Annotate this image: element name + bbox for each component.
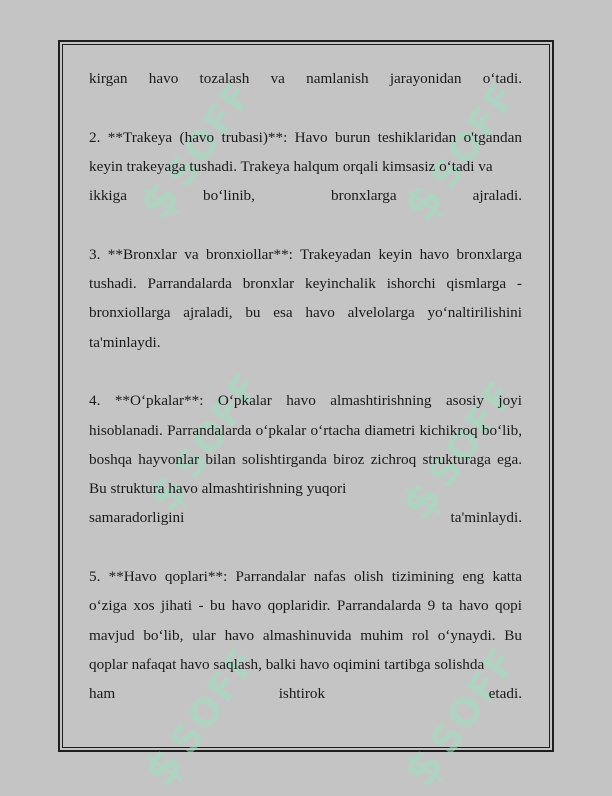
- text-line: kirgan havo tozalash va namlanish jarayonidan o‘tadi.: [89, 70, 522, 87]
- watermark-logo: $SOFF: [390, 371, 525, 529]
- watermark-logo: $SOFF: [132, 638, 267, 796]
- text-line: ikkiga bo‘linib, bronxlarga ajraladi.: [89, 187, 522, 205]
- text-line: samaradorligini ta'minlaydi.: [89, 509, 522, 527]
- watermark-logo: $SOFF: [136, 363, 271, 521]
- watermark-logo: $SOFF: [128, 71, 263, 229]
- text-line: 5. **Havo qoplari**: Parrandalar nafas olish tizimining eng katta o‘ziga xos jihati - bu havo qoplaridir. Parrandalarda 9 ta havo qopi mavjud bo‘lib, ular havo almashinuvida muhim rol o‘ynaydi. Bu qoplar nafaqat havo saqlash, balki havo oqimini tartibga solishda: [89, 568, 522, 673]
- paragraph-bronxlar: [89, 240, 522, 357]
- watermark-logo: $SOFF: [392, 638, 527, 796]
- text-line: 3. **Bronxlar va bronxiollar**: Trakeyadan keyin havo bronxlarga tushadi. Parrandalarda bronxlar keyinchalik ishorchi qismlarga - bronxiollarga ajraladi, bu esa havo alvelolarga yo‘naltirilishini ta'minlaydi.: [89, 245, 522, 351]
- text-line: 2. **Trakeya (havo trubasi)**: Havo burun teshiklaridan o'tgandan keyin trakeyaga tushadi. Trakeya halqum orqali kimsasiz o‘tadi va: [89, 128, 522, 175]
- paragraph-trakeya: [89, 123, 522, 211]
- watermark-logo: $SOFF: [392, 73, 527, 231]
- text-line: 4. **O‘pkalar**: O‘pkalar havo almashtirishning asosiy joyi hisoblanadi. Parrandalarda o‘pkalar o‘rtacha diametri kichikroq bo‘lib, boshqa hayvonlar bilan solishtirganda biroz zichroq strukturaga ega. Bu struktura havo almashtirishning yuqori: [89, 392, 522, 498]
- text-line: ham ishtirok etadi.: [89, 685, 522, 703]
- paragraph-havo-qoplari: [89, 562, 522, 708]
- paragraph-opkalar: [89, 386, 522, 532]
- document-body: [89, 64, 522, 709]
- paragraph-continuation: [89, 64, 522, 93]
